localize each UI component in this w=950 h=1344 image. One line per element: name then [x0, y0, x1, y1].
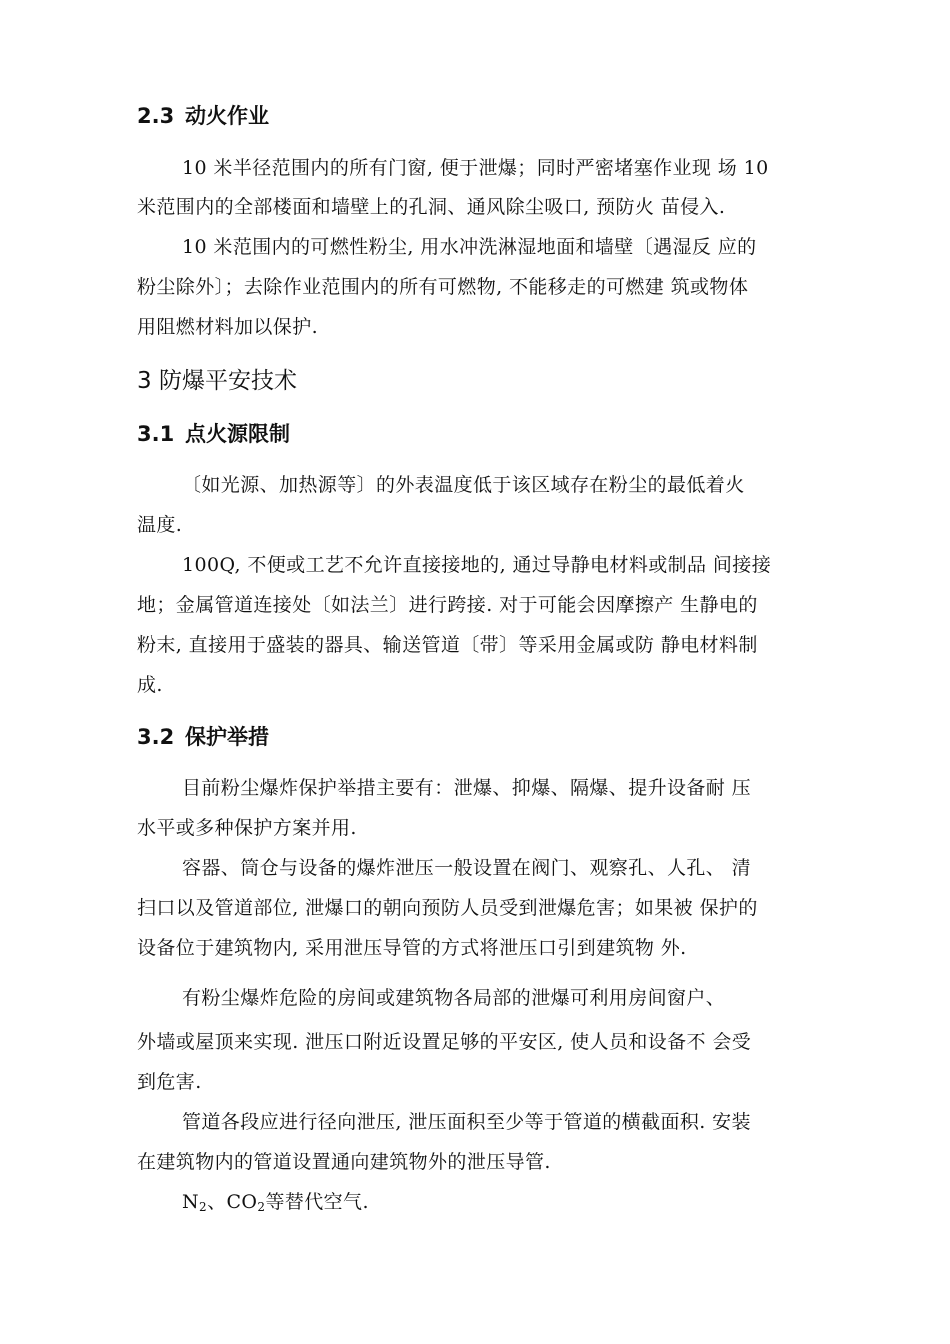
chapter-heading-3: 3 防爆平安技术 [137, 368, 297, 394]
paragraph-line: 〔如光源、加热源等〕的外表温度低于该区域存在粉尘的最低着火 [182, 474, 745, 496]
separator-text: 、CO [207, 1191, 258, 1213]
paragraph-line: 有粉尘爆炸危险的房间或建筑物各局部的泄爆可利用房间窗户、 [182, 987, 726, 1009]
section-title: 动火作业 [185, 104, 269, 128]
section-title: 保护举措 [185, 725, 269, 749]
paragraph-line: 成. [137, 674, 163, 696]
paragraph-line: 100Q, 不便或工艺不允许直接接地的, 通过导静电材料或制品 间接接 [182, 554, 772, 576]
line-text: 等替代空气. [265, 1191, 369, 1213]
paragraph-line: 容器、筒仓与设备的爆炸泄压一般设置在阀门、观察孔、人孔、 清 [182, 857, 752, 879]
paragraph-line: 10 米半径范围内的所有门窗, 便于泄爆；同时严密堵塞作业现 场 10 [182, 157, 769, 179]
paragraph-line: 管道各段应进行径向泄压, 泄压面积至少等于管道的横截面积. 安装 [182, 1111, 751, 1133]
paragraph-line: 米范围内的全部楼面和墙壁上的孔洞、通风除尘吸口, 预防火 苗侵入. [137, 196, 726, 218]
section-heading-3-2 [137, 721, 269, 751]
paragraph-line: 设备位于建筑物内, 采用泄压导管的方式将泄压口引到建筑物 外. [137, 937, 687, 959]
paragraph-line: 外墙或屋顶来实现. 泄压口附近设置足够的平安区, 使人员和设备不 会受 [137, 1031, 752, 1053]
paragraph-line-inert-gas [182, 1187, 369, 1214]
subscript: 2 [257, 1200, 266, 1214]
paragraph-line: 目前粉尘爆炸保护举措主要有：泄爆、抑爆、隔爆、提升设备耐 压 [182, 777, 752, 799]
section-heading-2-3 [137, 100, 269, 130]
section-number: 2.3 [137, 104, 175, 128]
section-heading-3-1 [137, 418, 290, 448]
paragraph-line: 在建筑物内的管道设置通向建筑物外的泄压导管. [137, 1151, 551, 1173]
paragraph-line: 用阻燃材料加以保护. [137, 316, 319, 338]
paragraph-line: 粉尘除外〕；去除作业范围内的所有可燃物, 不能移走的可燃建 筑或物体 [137, 276, 749, 298]
subscript: 2 [199, 1200, 208, 1214]
section-number: 3.1 [137, 422, 175, 446]
section-title: 点火源限制 [185, 422, 290, 446]
paragraph-line: 地；金属管道连接处〔如法兰〕进行跨接. 对于可能会因摩擦产 生静电的 [137, 594, 758, 616]
paragraph-line: 到危害. [137, 1071, 202, 1093]
section-number: 3.2 [137, 725, 175, 749]
paragraph-line: 粉末, 直接用于盛装的器具、输送管道〔带〕等采用金属或防 静电材料制 [137, 634, 758, 656]
paragraph-line: 温度. [137, 514, 183, 536]
nitrogen-symbol: N [182, 1191, 200, 1213]
paragraph-line: 扫口以及管道部位, 泄爆口的朝向预防人员受到泄爆危害；如果被 保护的 [137, 897, 758, 919]
paragraph-line: 10 米范围内的可燃性粉尘, 用水冲洗淋湿地面和墙壁〔遇湿反 应的 [182, 236, 757, 258]
paragraph-line: 水平或多种保护方案并用. [137, 817, 357, 839]
